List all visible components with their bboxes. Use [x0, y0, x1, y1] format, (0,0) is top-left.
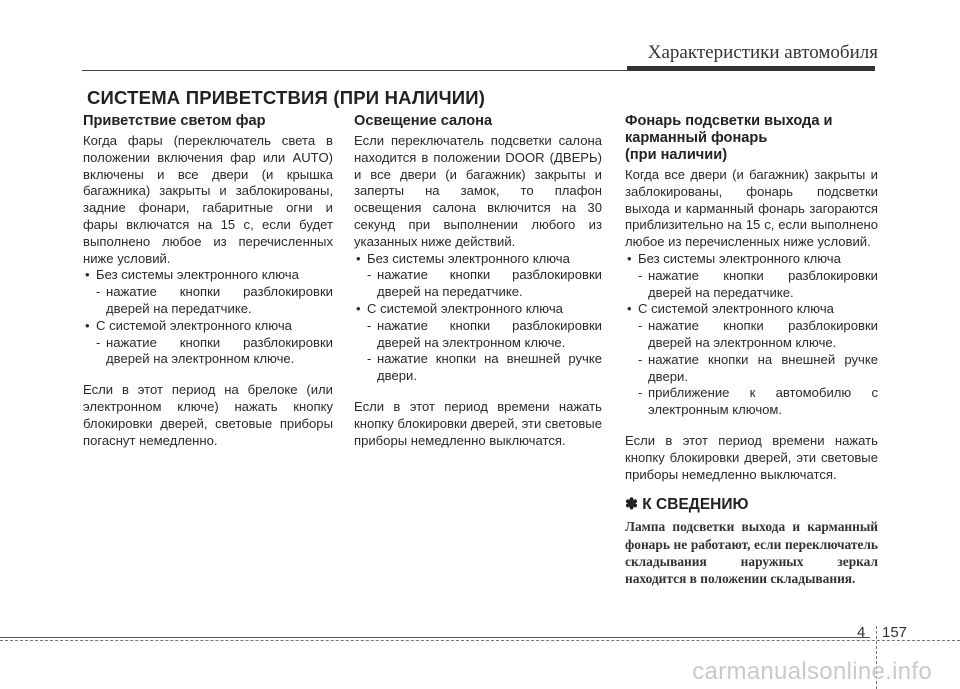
paragraph-intro: Если переключатель подсветки салона находится в положении DOOR (ДВЕРЬ) и все двери (и багажник) закрыты и заперты на замок, то плафон освещения салона включится на 30 секунд при выполнении любого из указанных ниже действий. — [354, 133, 602, 249]
dash-item: - нажатие кнопки разблокировки дверей на передатчике. — [354, 267, 602, 301]
paragraph-intro: Когда фары (переключатель света в положении включения фар или AUTO) включены и все двери (и крышка багажника) закрыты и заблокированы, задние фонари, габаритные огни и фары включатся на 15 с, если будет выполнено любое из перечисленных ниже условий. — [83, 133, 333, 266]
dash-item: - нажатие кнопки на внешней ручке двери. — [625, 352, 878, 386]
paragraph-intro: Когда все двери (и багажник) закрыты и заблокированы, фонарь подсветки выхода и карманный фонарь загораются приблизительно на 15 с, если выполнено любое из перечисленных ниже условий. — [625, 167, 878, 250]
dash-item: - нажатие кнопки разблокировки дверей на электронном ключе. — [625, 318, 878, 352]
column-exit-light — [625, 113, 878, 588]
heading-line: карманный фонарь — [625, 130, 768, 146]
bullet-item: • С системой электронного ключа — [625, 301, 878, 318]
dash-item: - нажатие кнопки разблокировки дверей на передатчике. — [83, 284, 333, 318]
notice-text: Лампа подсветки выхода и карманный фонарь не работают, если переключатель складывания наружных зеркал находится в положении складывания. — [625, 519, 878, 587]
dash-item: - нажатие кнопки разблокировки дверей на электронном ключе. — [83, 335, 333, 369]
footer-rule — [0, 637, 870, 638]
bullet-item: • Без системы электронного ключа — [354, 251, 602, 268]
column-welcome-headlights — [83, 113, 333, 449]
column-heading — [625, 113, 878, 164]
heading-line: Фонарь подсветки выхода и — [625, 113, 833, 129]
column-heading: Приветствие светом фар — [83, 113, 266, 129]
page-number: 157 — [882, 624, 908, 641]
bullet-item: • С системой электронного ключа — [354, 301, 602, 318]
dash-item: - нажатие кнопки разблокировки дверей на электронном ключе. — [354, 318, 602, 352]
paragraph-outro: Если в этот период времени нажать кнопку блокировки дверей, эти световые приборы немедленно выключатся. — [625, 432, 878, 482]
notice-heading: ✽ К СВЕДЕНИЮ — [625, 496, 749, 514]
header-rule-accent — [627, 66, 875, 71]
heading-line: (при наличии) — [625, 147, 728, 163]
column-heading: Освещение салона — [354, 113, 493, 129]
footer-dashed-rule — [0, 640, 960, 641]
watermark: carmanualsonline.info — [692, 658, 932, 685]
section-title: СИСТЕМА ПРИВЕТСТВИЯ (ПРИ НАЛИЧИИ) — [87, 87, 486, 108]
bullet-item: • Без системы электронного ключа — [83, 267, 333, 284]
bullet-item: • С системой электронного ключа — [83, 318, 333, 335]
dash-item: - нажатие кнопки на внешней ручке двери. — [354, 351, 602, 385]
chapter-number: 4 — [857, 624, 866, 641]
header-title: Характеристики автомобиля — [647, 42, 878, 63]
dash-item: - нажатие кнопки разблокировки дверей на передатчике. — [625, 268, 878, 302]
bullet-item: • Без системы электронного ключа — [625, 251, 878, 268]
column-interior-light — [354, 113, 602, 449]
paragraph-outro: Если в этот период времени нажать кнопку блокировки дверей, эти световые приборы немедленно выключатся. — [354, 398, 602, 448]
dash-item: - приближение к автомобилю с электронным ключом. — [625, 385, 878, 419]
paragraph-outro: Если в этот период на брелоке (или электронном ключе) нажать кнопку блокировки дверей, световые приборы погаснут немедленно. — [83, 382, 333, 448]
